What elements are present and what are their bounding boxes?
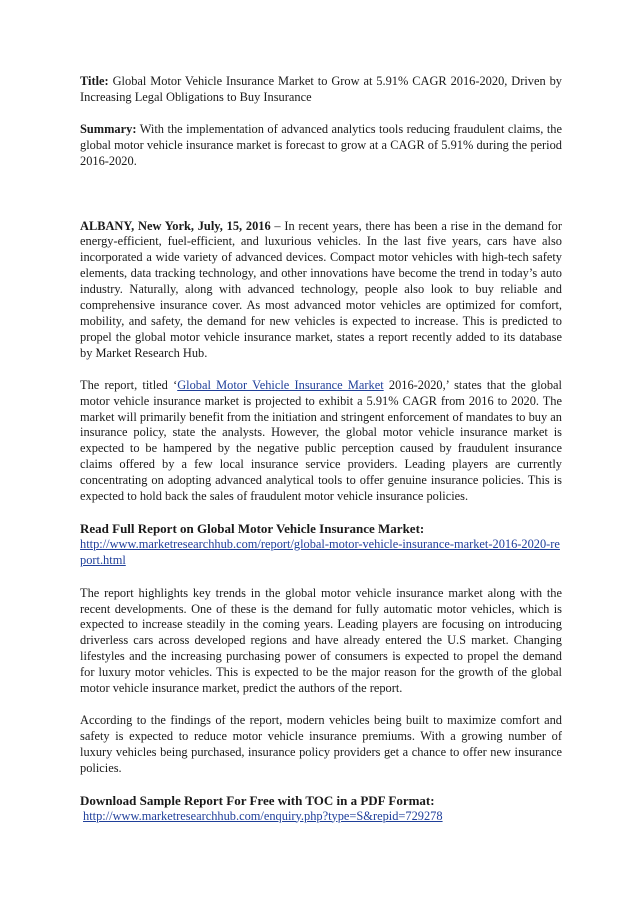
title-text: Global Motor Vehicle Insurance Market to Grow at 5.91% CAGR 2016-2020, Driven by Increasing Legal Obligations to Buy Insurance (80, 74, 562, 104)
download-heading: Download Sample Report For Free with TOC in a PDF Format: (80, 792, 435, 808)
summary-paragraph (80, 122, 562, 170)
intro-text: – In recent years, there has been a rise in the demand for energy-efficient, fuel-efficient, and luxurious vehicles. In the last five years, cars have also incorporated a wide variety of advanced devices. Compact motor vehicles with high-tech safety elements, data tracking technology, and other innovations have become the trend in today’s auto industry. Naturally, along with advanced technology, people also look to buy reliable and comprehensive insurance cover. As most advanced motor vehicles are optimized for comfort, mobility, and safety, the demand for new vehicles is expected to increase. This is predicted to propel the global motor vehicle insurance market, states a report recently added to its database by Market Research Hub. (80, 218, 562, 360)
intro-paragraph (80, 219, 562, 362)
report-text-before: The report, titled ‘ (80, 377, 178, 392)
report-paragraph (80, 378, 562, 505)
findings-paragraph: According to the findings of the report, modern vehicles being built to maximize comfort and safety is expected to reduce motor vehicle insurance premiums. With a growing number of luxury vehicles being purchased, insurance policy providers get a chance to offer new insurance policies. (80, 713, 562, 775)
download-section (80, 793, 562, 825)
section-spacer (80, 186, 562, 219)
report-title-link[interactable]: Global Motor Vehicle Insurance Market (177, 377, 384, 392)
read-full-section (80, 521, 562, 569)
title-paragraph (80, 74, 562, 106)
read-full-heading: Read Full Report on Global Motor Vehicle Insurance Market: (80, 520, 425, 536)
report-text-after: 2016-2020,’ states that the global motor vehicle insurance market is projected to exhibit a 5.91% CAGR from 2016 to 2020. The market will primarily benefit from the initiation and stringent enforcement of mandates to buy an insurance policy, state the analysts. However, the global motor vehicle insurance market is expected to be hampered by the negative public perception caused by fraudulent insurance claims offered by a few local insurance service providers. Leading players are currently concentrating on adopting advanced analytical tools to offer genuine insurance policies. This is expected to hold back the sales of fraudulent motor vehicle insurance policies. (80, 377, 562, 504)
summary-label: Summary: (80, 121, 137, 136)
highlights-paragraph: The report highlights key trends in the global motor vehicle insurance market along with the recent developments. One of these is the demand for fully automatic motor vehicles, which is expected to increase steadily in the coming years. Leading players are focusing on introducing driverless cars across developed regions and have already entered the U.S market. Changing lifestyles and the increasing purchasing power of consumers is expected to propel the demand for luxury motor vehicles. This is expected to be the major reason for the growth of the global motor vehicle insurance market, predict the authors of the report. (80, 585, 562, 696)
dateline: ALBANY, New York, July, 15, 2016 (80, 218, 271, 233)
summary-text: With the implementation of advanced analytics tools reducing fraudulent claims, the global motor vehicle insurance market is forecast to grow at a CAGR of 5.91% during the period 2016-2020. (80, 121, 562, 168)
title-label: Title: (80, 74, 109, 88)
document-page (80, 74, 562, 841)
read-full-link[interactable]: http://www.marketresearchhub.com/report/global-motor-vehicle-insurance-market-2016-2020-report.html (80, 536, 560, 567)
download-link[interactable]: http://www.marketresearchhub.com/enquiry.php?type=S&repid=729278 (83, 808, 443, 823)
